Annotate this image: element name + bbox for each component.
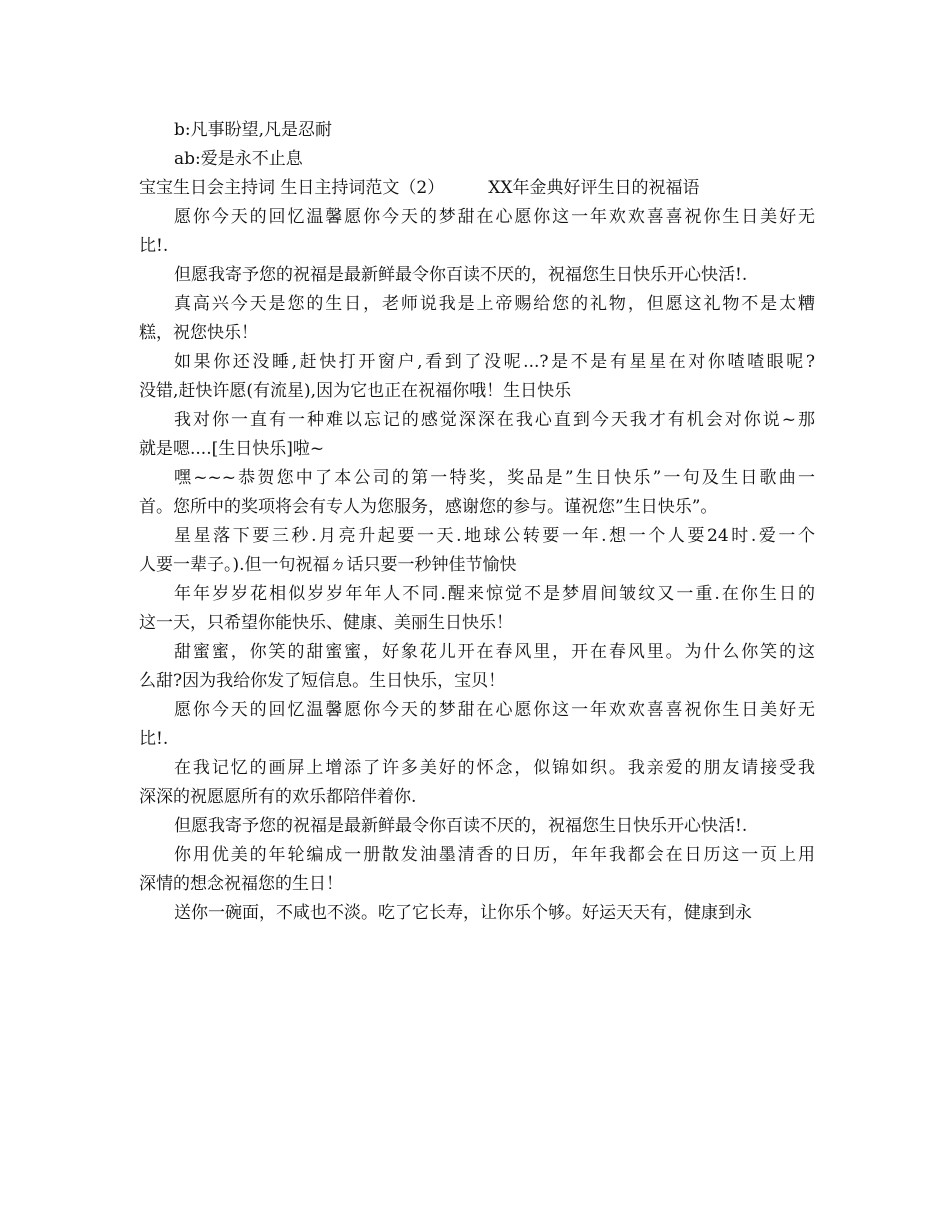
paragraph: [139, 261, 815, 290]
paragraph: [139, 348, 815, 406]
paragraph-line: 比!.: [139, 729, 169, 749]
paragraph-line: 甜蜜蜜，你笑的甜蜜蜜，好象花儿开在春风里，开在春风里。为什么你笑的这: [174, 642, 815, 662]
paragraph-line: 但愿我寄予您的祝福是最新鲜最令你百读不厌的，祝福您生日快乐开心快活!.: [174, 265, 748, 285]
paragraph: [139, 638, 815, 696]
document-page: [139, 116, 815, 928]
paragraph: [139, 522, 815, 580]
paragraph: [139, 812, 815, 841]
paragraph-line: 糕，祝您快乐！: [139, 323, 258, 343]
heading-left: 宝宝生日会主持词 生日主持词范文（2）: [139, 178, 445, 198]
paragraph: [139, 580, 815, 638]
intro-line: b:凡事盼望,凡是忍耐: [174, 120, 333, 140]
paragraph-line: 嘿~~~恭贺您中了本公司的第一特奖，奖品是”生日快乐”一句及生日歌曲一: [174, 468, 815, 488]
paragraph-line: 深情的想念祝福您的生日！: [139, 874, 343, 894]
paragraph-line: 你用优美的年轮编成一册散发油墨清香的日历，年年我都会在日历这一页上用: [174, 845, 815, 865]
paragraph-line: 我对你一直有一种难以忘记的感觉深深在我心直到今天我才有机会对你说~那: [174, 410, 815, 430]
paragraph-line: 在我记忆的画屏上增添了许多美好的怀念，似锦如织。我亲爱的朋友请接受我: [174, 758, 815, 778]
paragraph-line: 首。您所中的奖项将会有专人为您服务，感谢您的参与。谨祝您”生日快乐”。: [139, 497, 718, 517]
paragraph: [139, 203, 815, 261]
paragraph-line: 愿你今天的回忆温馨愿你今天的梦甜在心愿你这一年欢欢喜喜祝你生日美好无: [174, 700, 815, 720]
paragraph-line: 么甜?因为我给你发了短信息。生日快乐，宝贝！: [139, 671, 506, 691]
paragraph-line: 人要一辈子。).但一句祝福ㄉ话只要一秒钟佳节愉快: [139, 555, 517, 575]
intro-line: ab:爱是永不止息: [174, 149, 303, 169]
body-text: [139, 203, 815, 928]
paragraph: [139, 899, 815, 928]
paragraph-line: 没错,赶快许愿(有流星),因为它也正在祝福你哦！生日快乐: [139, 381, 572, 401]
paragraph-line: 但愿我寄予您的祝福是最新鲜最令你百读不厌的，祝福您生日快乐开心快活!.: [174, 816, 748, 836]
paragraph-line: 送你一碗面，不咸也不淡。吃了它长寿，让你乐个够。好运天天有，健康到永: [174, 903, 752, 923]
paragraph-line: 真高兴今天是您的生日，老师说我是上帝赐给您的礼物，但愿这礼物不是太糟: [174, 294, 815, 314]
paragraph: [139, 290, 815, 348]
paragraph-line: 这一天，只希望你能快乐、健康、美丽生日快乐！: [139, 613, 513, 633]
paragraph: [139, 464, 815, 522]
paragraph-line: 如果你还没睡,赶快打开窗户,看到了没呢...?是不是有星星在对你喳喳眼呢?: [174, 352, 815, 372]
paragraph-line: 愿你今天的回忆温馨愿你今天的梦甜在心愿你这一年欢欢喜喜祝你生日美好无: [174, 207, 815, 227]
paragraph: [139, 754, 815, 812]
heading-right: XX年金典好评生日的祝福语: [488, 178, 700, 198]
paragraph-line: 年年岁岁花相似岁岁年年人不同.醒来惊觉不是梦眉间皱纹又一重.在你生日的: [174, 584, 815, 604]
paragraph-line: 深深的祝愿愿所有的欢乐都陪伴着你.: [139, 787, 417, 807]
paragraph-line: 星星落下要三秒.月亮升起要一天.地球公转要一年.想一个人要24时.爱一个: [174, 526, 815, 546]
heading-row: [139, 174, 815, 203]
paragraph: [139, 406, 815, 464]
paragraph: [139, 841, 815, 899]
paragraph-line: 比!.: [139, 236, 169, 256]
paragraph-line: 就是嗯....[生日快乐]啦~: [139, 439, 325, 459]
paragraph: [139, 696, 815, 754]
